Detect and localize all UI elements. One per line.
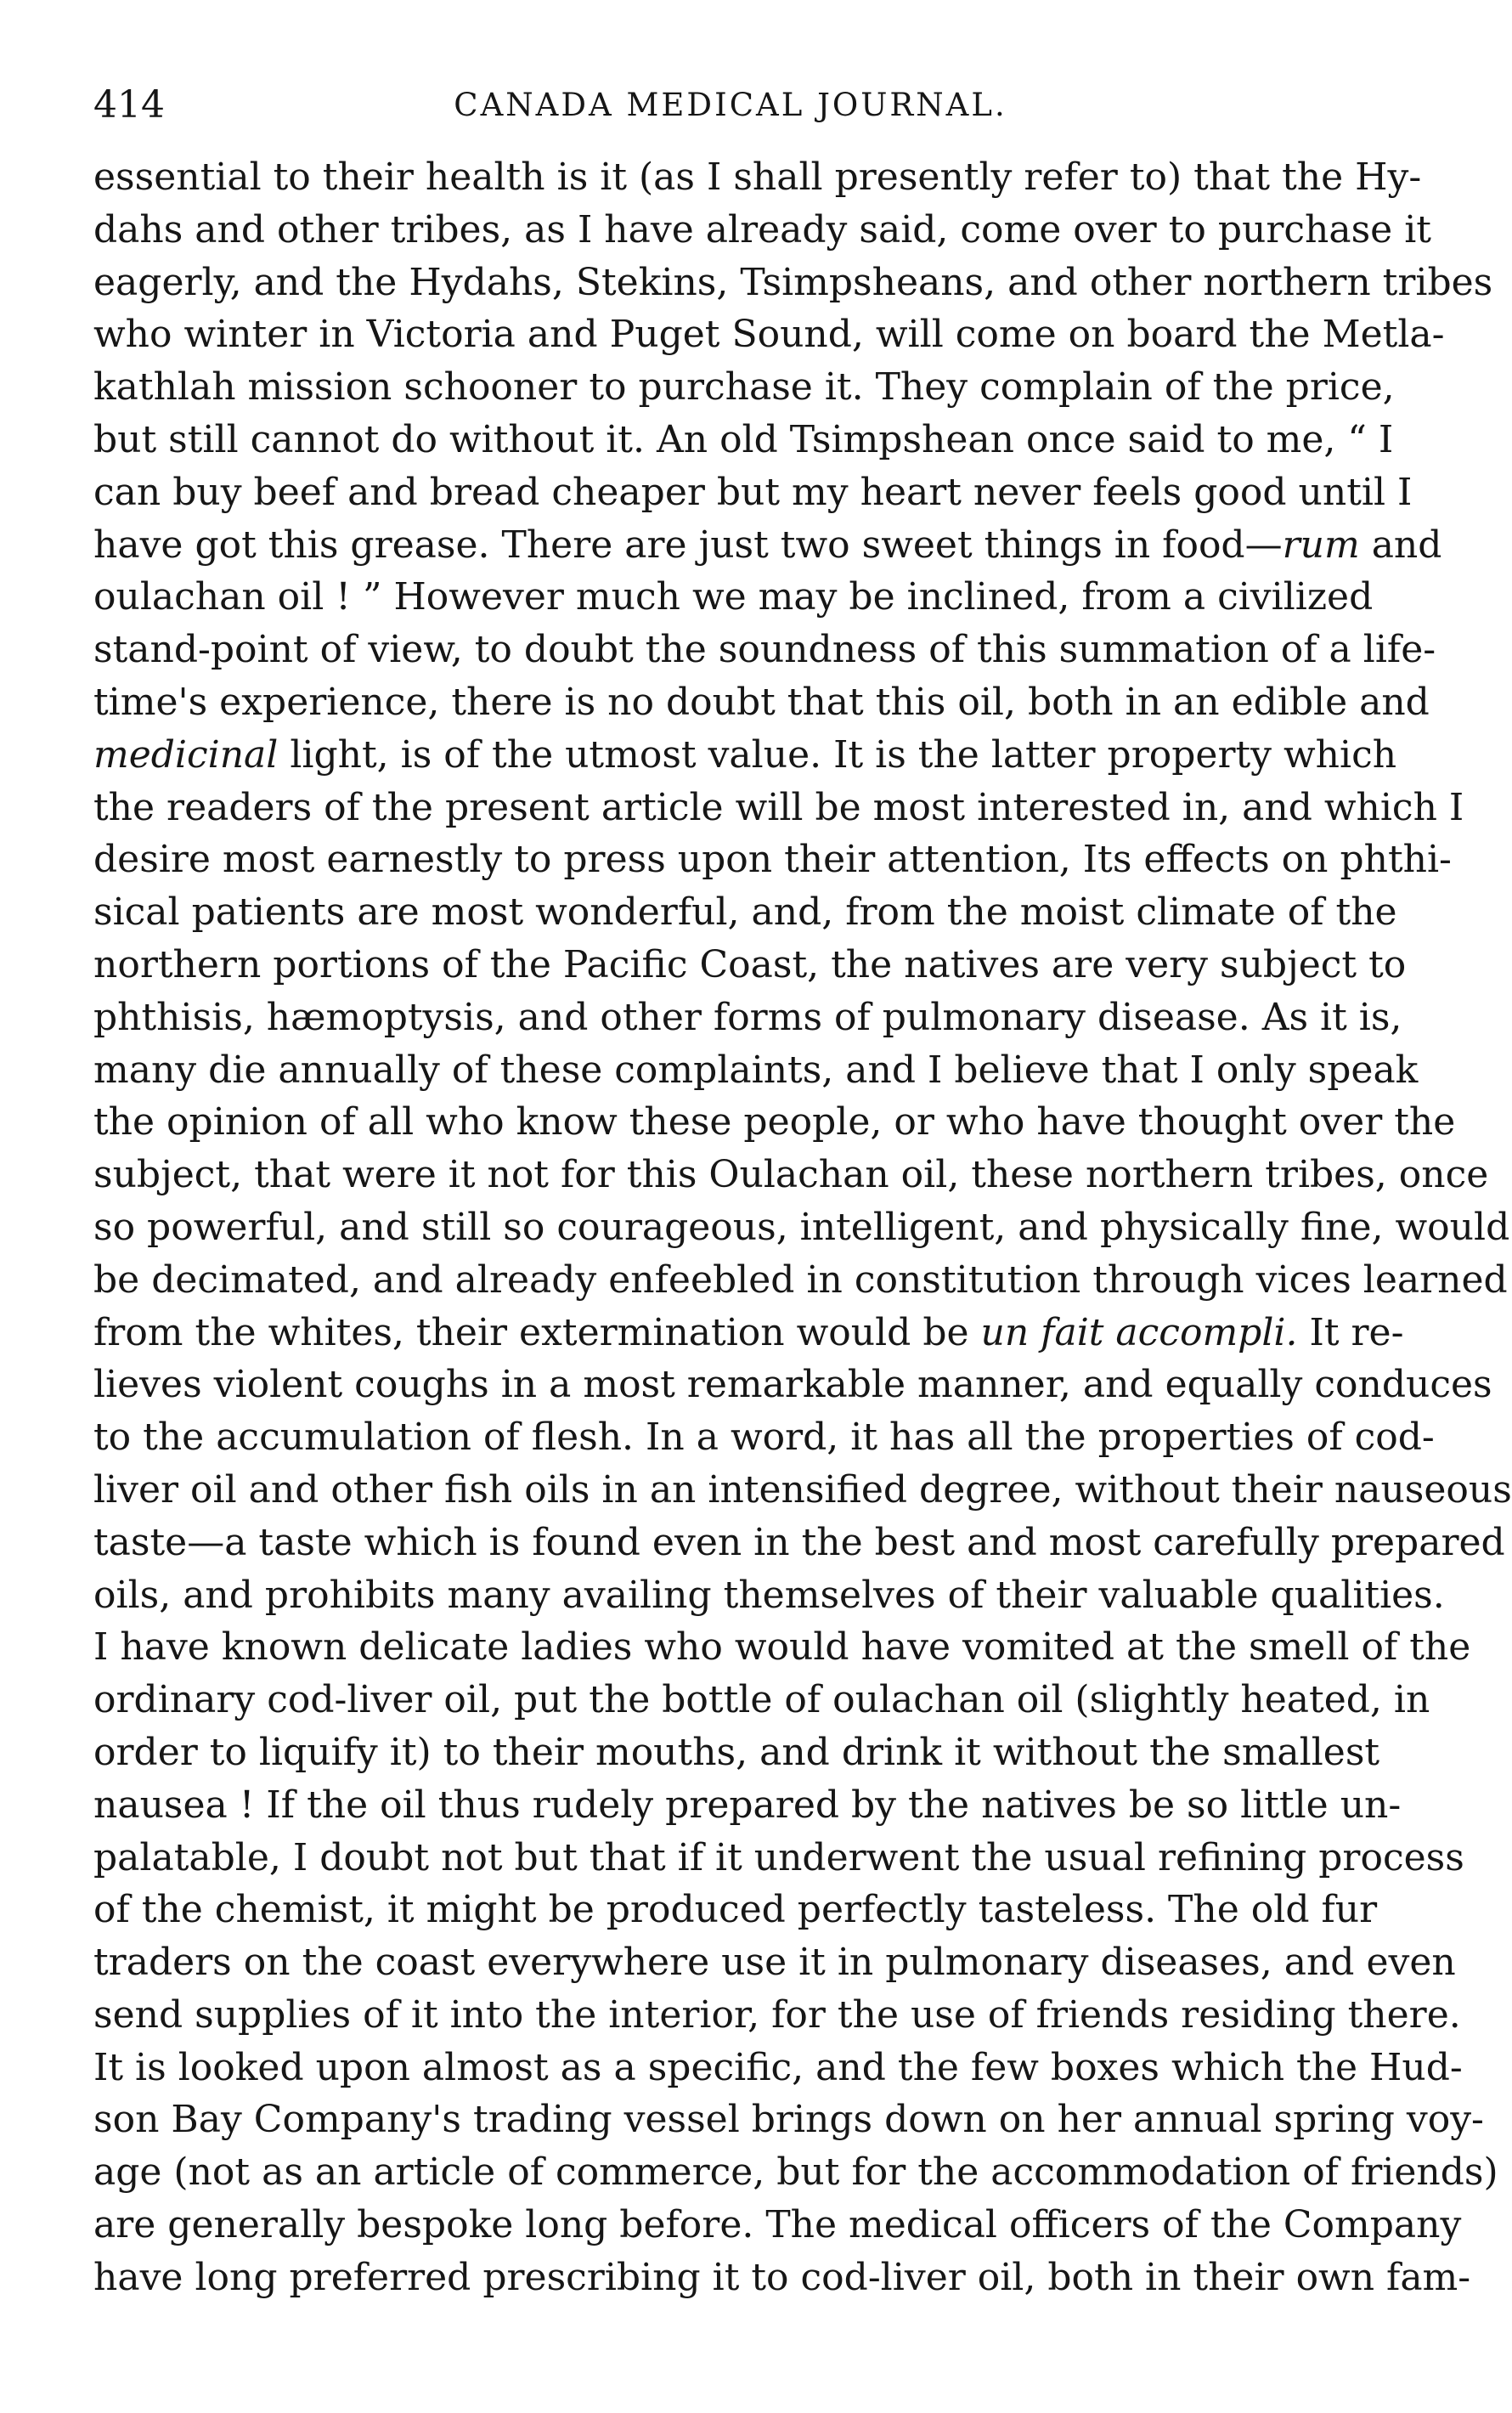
text-segment: so powerful, and still so courageous, intelligent, and physically fine, would (93, 1205, 1510, 1249)
text-line (93, 624, 1436, 676)
text-line (93, 676, 1430, 729)
text-line (93, 1201, 1510, 1254)
text-segment: liver oil and other fish oils in an intensified degree, without their nauseous (93, 1467, 1512, 1512)
text-line (93, 257, 1493, 309)
text-line (93, 834, 1452, 886)
text-segment: kathlah mission schooner to purchase it. They complain of the price, (93, 365, 1395, 410)
text-segment: light, is of the utmost value. It is the latter property which (278, 732, 1397, 777)
text-segment: It re- (1297, 1310, 1404, 1354)
text-line (93, 1674, 1430, 1726)
text-segment: palatable, I doubt not but that if it underwent the usual refining process (93, 1835, 1464, 1879)
text-segment: essential to their health is it (as I shall presently refer to) that the Hy- (93, 155, 1422, 199)
text-line (93, 1989, 1461, 2042)
text-segment: have long preferred prescribing it to cod-liver oil, both in their own fam- (93, 2255, 1471, 2299)
text-line (93, 2199, 1462, 2252)
text-line (93, 1621, 1471, 1674)
text-segment: traders on the coast everywhere use it in pulmonary diseases, and even (93, 1941, 1456, 1985)
text-segment: oulachan oil ! ” However much we may be inclined, from a civilized (93, 575, 1374, 619)
text-line (93, 1884, 1378, 1936)
text-line (93, 2094, 1484, 2146)
text-segment: ordinary cod-liver oil, put the bottle of oulachan oil (slightly heated, in (93, 1678, 1430, 1722)
text-segment: lieves violent coughs in a most remarkable manner, and equally conduces (93, 1363, 1492, 1407)
text-line (93, 1464, 1512, 1517)
body-text (93, 151, 1512, 2304)
text-segment: It is looked upon almost as a specific, and the few boxes which the Hud- (93, 2045, 1463, 2089)
text-segment: stand-point of view, to doubt the soundness of this summation of a life- (93, 628, 1436, 672)
text-line (93, 1254, 1508, 1307)
text-segment: northern portions of the Pacific Coast, the natives are very subject to (93, 942, 1407, 986)
text-line (93, 2252, 1471, 2304)
text-segment: the readers of the present article will be most interested in, and which I (93, 785, 1464, 829)
text-segment: send supplies of it into the interior, for the use of friends residing there. (93, 1992, 1461, 2037)
text-segment: dahs and other tribes, as I have already said, come over to purchase it (93, 207, 1431, 251)
text-line (93, 1832, 1464, 1885)
text-segment: from the whites, their extermination would be (93, 1310, 981, 1354)
text-line (93, 2042, 1463, 2094)
text-segment: of the chemist, it might be produced perfectly tasteless. The old fur (93, 1888, 1378, 1932)
text-segment: and (1359, 523, 1442, 567)
text-segment: taste—a taste which is found even in the best and most carefully prepared (93, 1520, 1505, 1564)
text-segment: be decimated, and already enfeebled in constitution through vices learned (93, 1257, 1508, 1302)
running-head: CANADA MEDICAL JOURNAL. (454, 87, 1007, 123)
text-line (93, 1779, 1402, 1832)
italic-phrase: medicinal (93, 732, 279, 777)
text-line (93, 2146, 1498, 2199)
text-line (93, 1307, 1404, 1359)
text-line (93, 782, 1464, 834)
text-line (93, 1726, 1380, 1779)
text-line (93, 466, 1413, 519)
text-line (93, 204, 1431, 257)
text-segment: have got this grease. There are just two sweet things in food— (93, 523, 1283, 567)
text-segment: oils, and prohibits many availing themselves of their valuable qualities. (93, 1573, 1445, 1617)
text-line (93, 1936, 1456, 1989)
text-segment: order to liquify it) to their mouths, and drink it without the smallest (93, 1730, 1380, 1774)
text-line (93, 571, 1372, 624)
text-line (93, 414, 1394, 466)
text-segment: son Bay Company's trading vessel brings down on her annual spring voy- (93, 2098, 1484, 2142)
text-segment: to the accumulation of flesh. In a word, it has all the properties of cod- (93, 1416, 1435, 1460)
text-line (93, 1096, 1456, 1149)
text-line (93, 729, 1397, 782)
text-segment: sical patients are most wonderful, and, from the moist climate of the (93, 890, 1397, 935)
text-segment: nausea ! If the oil thus rudely prepared by the natives be so little un- (93, 1783, 1402, 1827)
text-segment: the opinion of all who know these people, or who have thought over the (93, 1100, 1456, 1144)
text-segment: time's experience, there is no doubt that this oil, both in an edible and (93, 680, 1430, 724)
text-line (93, 992, 1402, 1044)
page-number: 414 (93, 83, 165, 127)
italic-phrase: un fait accompli. (980, 1310, 1298, 1354)
text-segment: but still cannot do without it. An old Tsimpshean once said to me, “ I (93, 417, 1394, 461)
text-line (93, 1569, 1445, 1622)
text-segment: I have known delicate ladies who would have vomited at the smell of the (93, 1625, 1471, 1670)
text-segment: many die annually of these complaints, and I believe that I only speak (93, 1048, 1419, 1092)
text-line (93, 1517, 1505, 1569)
text-line (93, 519, 1442, 572)
text-segment: eagerly, and the Hydahs, Stekins, Tsimpsheans, and other northern tribes (93, 260, 1493, 304)
text-segment: who winter in Victoria and Puget Sound, will come on board the Metla- (93, 313, 1445, 357)
text-segment: desire most earnestly to press upon their attention, Its effects on phthi- (93, 838, 1452, 882)
text-line (93, 361, 1395, 414)
text-line (93, 939, 1407, 992)
text-line (93, 151, 1422, 204)
text-segment: are generally bespoke long before. The medical officers of the Company (93, 2203, 1462, 2247)
text-segment: can buy beef and bread cheaper but my heart never feels good until I (93, 470, 1413, 514)
text-line (93, 886, 1397, 939)
text-line (93, 1411, 1435, 1464)
text-line (93, 1149, 1489, 1201)
text-line (93, 1359, 1492, 1411)
text-segment: subject, that were it not for this Oulachan oil, these northern tribes, once (93, 1153, 1489, 1197)
italic-phrase: rum (1282, 523, 1360, 567)
text-segment: phthisis, hæmoptysis, and other forms of pulmonary disease. As it is, (93, 995, 1402, 1039)
text-segment: age (not as an article of commerce, but for the accommodation of friends) (93, 2150, 1498, 2195)
text-line (93, 1044, 1419, 1097)
text-line (93, 308, 1445, 361)
page-header (93, 78, 1368, 133)
